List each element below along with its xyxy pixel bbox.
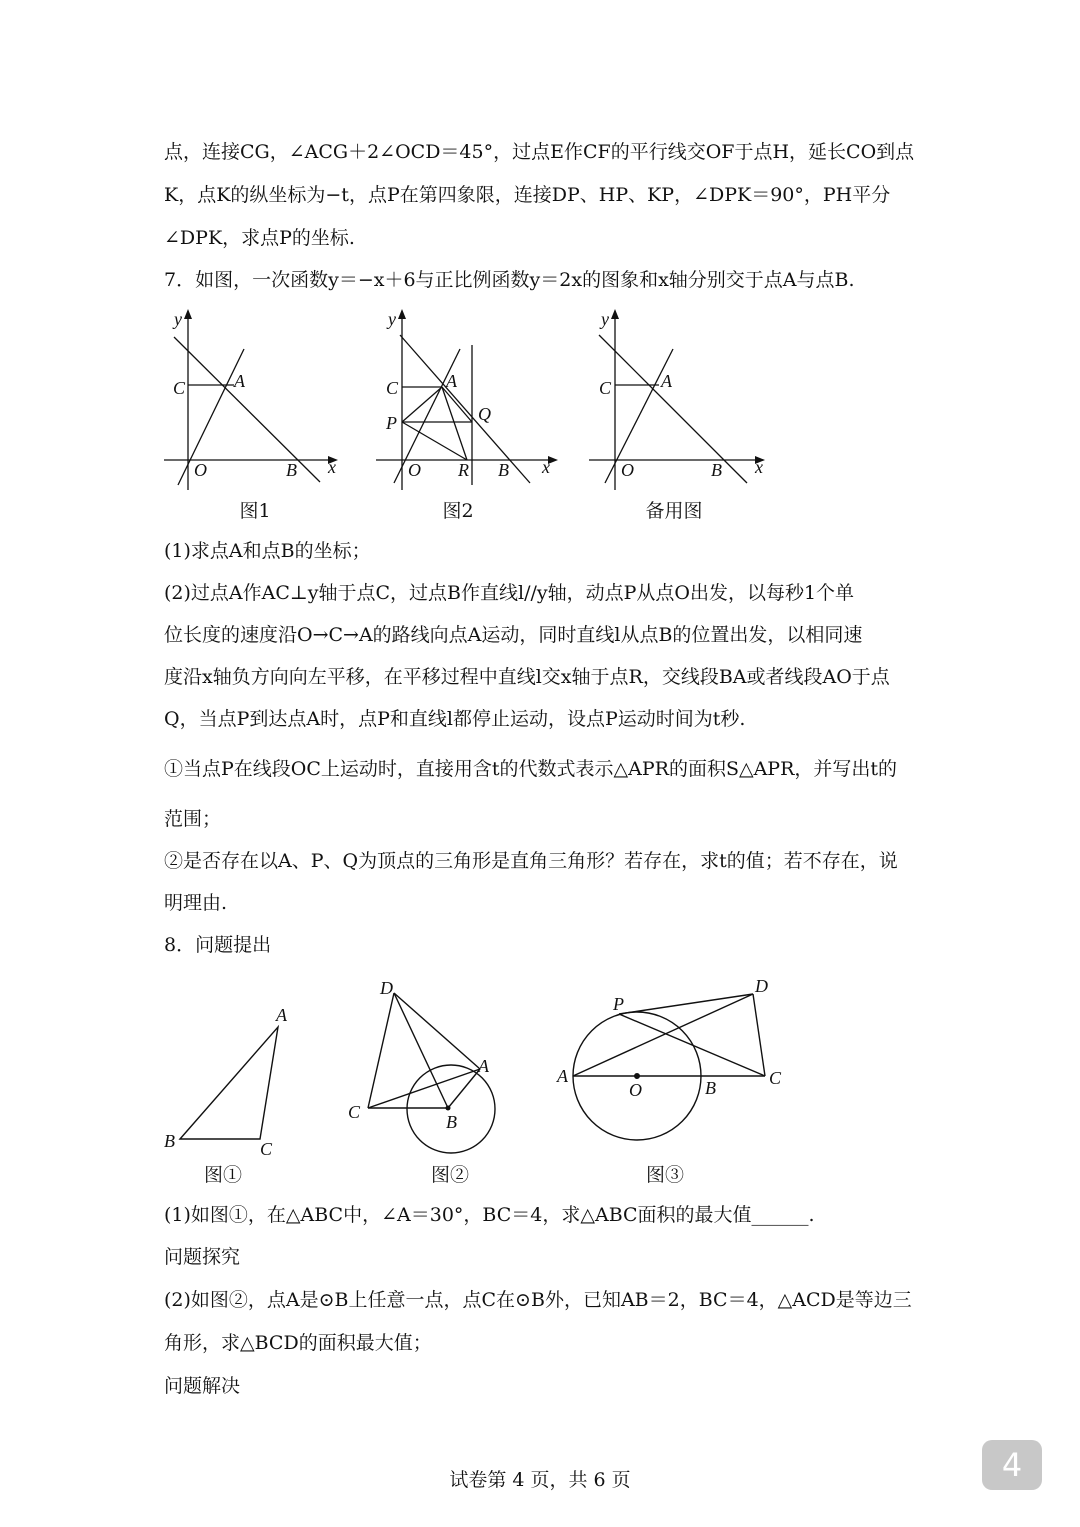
page-footer: 试卷第 4 页，共 6 页 bbox=[449, 1469, 631, 1491]
figure-1-caption: 图1 bbox=[239, 500, 271, 522]
problem7-part1: (1)求点A和点B的坐标； bbox=[164, 540, 371, 562]
problem7-sub1-line2: 范围； bbox=[164, 808, 222, 830]
figure-circled-2 bbox=[340, 975, 510, 1160]
problem7-sub2-line1: ②是否存在以A、P、Q为顶点的三角形是直角三角形？若存在，求t的值；若不存在，说 bbox=[164, 850, 898, 872]
figure-circled-3-caption: 图③ bbox=[645, 1164, 684, 1186]
g3-label-D: D bbox=[755, 976, 768, 996]
g2-label-B: B bbox=[446, 1112, 457, 1132]
problem7-part2-line2: 位长度的速度沿O→C→A的路线向点A运动，同时直线l从点B的位置出发，以相同速 bbox=[164, 624, 863, 646]
f3-label-A: A bbox=[661, 371, 672, 391]
f2-label-C: C bbox=[386, 378, 399, 398]
figure-2 bbox=[372, 305, 562, 495]
f1-label-A: A bbox=[234, 371, 245, 391]
f3-label-x: x bbox=[755, 457, 763, 477]
g2-label-C: C bbox=[348, 1102, 361, 1122]
figure-2-caption: 图2 bbox=[442, 500, 474, 522]
f1-label-C: C bbox=[173, 378, 186, 398]
figure-circled-1 bbox=[160, 995, 290, 1165]
figure-1 bbox=[160, 305, 340, 495]
f2-label-R: R bbox=[458, 460, 469, 480]
f2-label-A: A bbox=[446, 371, 457, 391]
f3-label-O: O bbox=[621, 460, 634, 480]
g2-label-A: A bbox=[478, 1056, 489, 1076]
g3-label-C: C bbox=[769, 1068, 782, 1088]
f2-label-x: x bbox=[542, 457, 550, 477]
problem7-part2-line1: (2)过点A作AC⊥y轴于点C，过点B作直线l//y轴，动点P从点O出发，以每秒1个单 bbox=[164, 582, 855, 604]
f1-label-y: y bbox=[174, 309, 182, 329]
f2-label-y: y bbox=[388, 309, 396, 329]
problem7-part2-line4: Q，当点P到达点A时，点P和直线l都停止运动，设点P运动时间为t秒. bbox=[164, 708, 746, 730]
g3-label-A: A bbox=[557, 1066, 568, 1086]
problem6-line1: 点，连接CG，∠ACG＋2∠OCD＝45°，过点E作CF的平行线交OF于点H，延长CO到点 bbox=[164, 141, 915, 163]
problem8-part1: (1)如图①，在△ABC中，∠A＝30°，BC＝4，求△ABC面积的最大值______. bbox=[164, 1204, 815, 1226]
problem8-explore-heading: 问题探究 bbox=[164, 1246, 241, 1268]
g1-label-A: A bbox=[276, 1005, 287, 1025]
problem7-sub2-line2: 明理由. bbox=[164, 892, 228, 914]
f3-label-B: B bbox=[711, 460, 722, 480]
f2-label-Q: Q bbox=[478, 404, 491, 424]
problem7-statement: 7．如图，一次函数y＝−x＋6与正比例函数y＝2x的图象和x轴分别交于点A与点B. bbox=[164, 269, 855, 291]
figure-circled-1-caption: 图① bbox=[203, 1164, 242, 1186]
problem8-heading: 8．问题提出 bbox=[164, 934, 272, 956]
f2-label-P: P bbox=[386, 413, 397, 433]
f2-label-B: B bbox=[498, 460, 509, 480]
figure-circled-3 bbox=[555, 970, 795, 1160]
problem8-part2-line1: (2)如图②，点A是⊙B上任意一点，点C在⊙B外，已知AB＝2，BC＝4，△ACD是等边三 bbox=[164, 1289, 912, 1311]
g2-label-D: D bbox=[380, 978, 393, 998]
problem6-line3: ∠DPK，求点P的坐标. bbox=[164, 227, 355, 249]
figure-circled-2-caption: 图② bbox=[430, 1164, 469, 1186]
f3-label-y: y bbox=[601, 309, 609, 329]
figure-spare bbox=[585, 305, 775, 495]
g1-label-C: C bbox=[260, 1139, 273, 1159]
f3-label-C: C bbox=[599, 378, 612, 398]
f1-label-B: B bbox=[286, 460, 297, 480]
g3-label-B: B bbox=[705, 1078, 716, 1098]
g1-label-B: B bbox=[164, 1131, 175, 1151]
page-number-badge[interactable]: 4 bbox=[982, 1440, 1042, 1490]
problem7-part2-line3: 度沿x轴负方向向左平移，在平移过程中直线l交x轴于点R，交线段BA或者线段AO于点 bbox=[164, 666, 890, 688]
problem8-solve-heading: 问题解决 bbox=[164, 1375, 241, 1397]
problem6-line2: K，点K的纵坐标为−t，点P在第四象限，连接DP、HP、KP，∠DPK＝90°，PH平分 bbox=[164, 184, 891, 206]
g3-label-P: P bbox=[613, 994, 624, 1014]
f1-label-x: x bbox=[328, 457, 336, 477]
figure-spare-caption: 备用图 bbox=[645, 500, 703, 522]
g3-label-O: O bbox=[629, 1080, 642, 1100]
f1-label-O: O bbox=[194, 460, 207, 480]
f2-label-O: O bbox=[408, 460, 421, 480]
problem8-part2-line2: 角形，求△BCD的面积最大值； bbox=[164, 1332, 432, 1354]
problem7-sub1-line1: ①当点P在线段OC上运动时，直接用含t的代数式表示△APR的面积S△APR，并写出t的 bbox=[164, 758, 898, 780]
